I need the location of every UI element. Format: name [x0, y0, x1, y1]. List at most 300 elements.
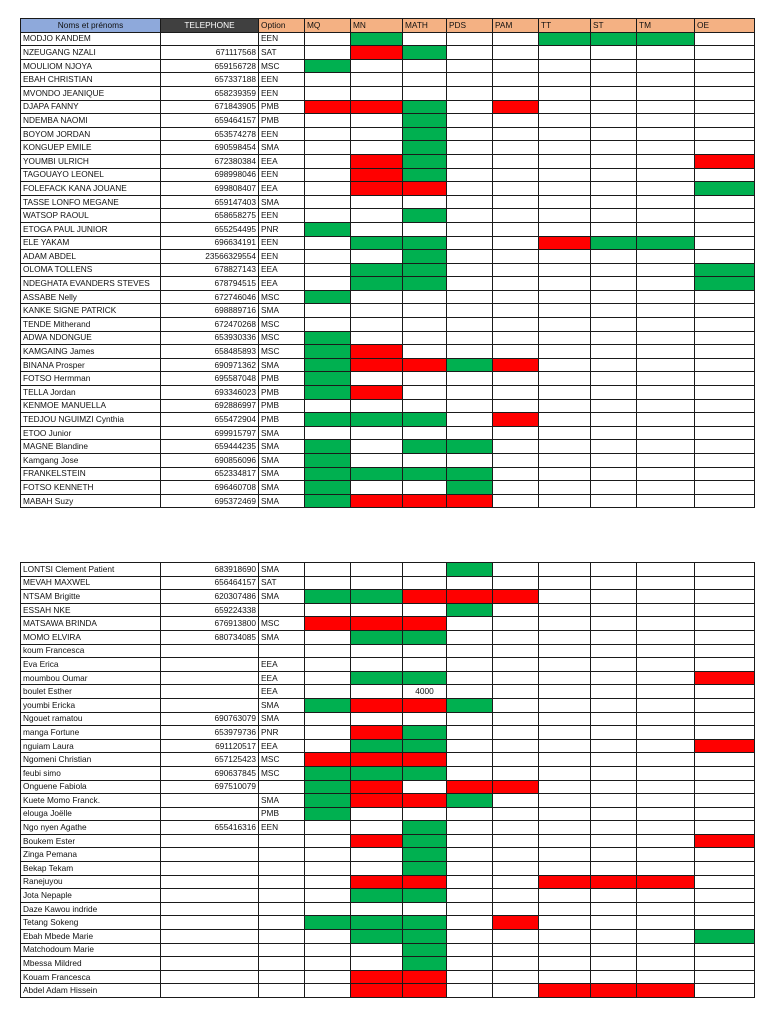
header-row [21, 19, 755, 33]
status-cell [637, 957, 695, 971]
status-cell [637, 331, 695, 345]
status-cell [539, 671, 591, 685]
option-cell: MSC [259, 345, 305, 359]
student-row [21, 481, 755, 495]
student-name-cell: koum Francesca [21, 644, 161, 658]
status-cell [695, 154, 755, 168]
phone-cell: 692886997 [161, 399, 259, 413]
option-cell: EEN [259, 250, 305, 264]
status-cell [447, 766, 493, 780]
status-cell [539, 617, 591, 631]
student-row [21, 807, 755, 821]
status-cell [637, 644, 695, 658]
status-cell [591, 141, 637, 155]
phone-cell: 697510079 [161, 780, 259, 794]
status-cell [539, 862, 591, 876]
option-cell: SMA [259, 590, 305, 604]
status-cell [447, 46, 493, 60]
phone-cell: 658485893 [161, 345, 259, 359]
status-cell [695, 698, 755, 712]
status-cell [403, 481, 447, 495]
option-cell [259, 834, 305, 848]
status-cell [351, 318, 403, 332]
status-cell [591, 250, 637, 264]
status-cell [695, 345, 755, 359]
status-cell [695, 712, 755, 726]
status-cell [637, 630, 695, 644]
status-cell [351, 413, 403, 427]
status-cell [403, 32, 447, 46]
status-cell [351, 780, 403, 794]
status-cell [351, 372, 403, 386]
phone-cell: 696634191 [161, 236, 259, 250]
status-cell [637, 304, 695, 318]
status-cell [637, 386, 695, 400]
status-cell [305, 195, 351, 209]
phone-cell [161, 32, 259, 46]
phone-cell: 658658275 [161, 209, 259, 223]
status-cell [305, 59, 351, 73]
status-cell [493, 862, 539, 876]
status-cell [695, 807, 755, 821]
phone-cell: 657125423 [161, 753, 259, 767]
status-cell [591, 753, 637, 767]
option-cell: MSC [259, 753, 305, 767]
status-cell [403, 590, 447, 604]
student-row [21, 413, 755, 427]
student-name-cell: Bekap Tekam [21, 862, 161, 876]
status-cell [637, 454, 695, 468]
student-row [21, 358, 755, 372]
status-cell [403, 127, 447, 141]
status-cell [403, 671, 447, 685]
status-cell [493, 848, 539, 862]
status-cell [305, 372, 351, 386]
option-cell: EEN [259, 32, 305, 46]
status-cell [403, 304, 447, 318]
status-cell [403, 114, 447, 128]
phone-cell: 652334817 [161, 467, 259, 481]
status-cell [591, 426, 637, 440]
status-cell [305, 821, 351, 835]
student-name-cell: Ranejuyou [21, 875, 161, 889]
student-name-cell: Ebah Mbede Marie [21, 930, 161, 944]
status-cell [637, 875, 695, 889]
status-cell [695, 386, 755, 400]
status-cell [493, 46, 539, 60]
option-cell: PMB [259, 100, 305, 114]
status-cell [637, 494, 695, 508]
status-cell [403, 46, 447, 60]
option-cell: MSC [259, 617, 305, 631]
status-cell [539, 590, 591, 604]
status-cell [591, 916, 637, 930]
status-cell [351, 236, 403, 250]
status-cell [403, 236, 447, 250]
phone-cell: 698889716 [161, 304, 259, 318]
status-cell [637, 848, 695, 862]
student-name-cell: KONGUEP EMILE [21, 141, 161, 155]
status-cell [493, 970, 539, 984]
phone-cell [161, 943, 259, 957]
status-cell [493, 834, 539, 848]
status-cell [351, 617, 403, 631]
status-cell [351, 753, 403, 767]
status-cell [695, 413, 755, 427]
status-cell [351, 630, 403, 644]
status-cell [591, 930, 637, 944]
status-cell [637, 753, 695, 767]
status-cell [695, 563, 755, 577]
status-cell [305, 766, 351, 780]
status-cell [695, 726, 755, 740]
option-cell: PMB [259, 372, 305, 386]
student-name-cell: KENMOE MANUELLA [21, 399, 161, 413]
student-name-cell: youmbi Ericka [21, 698, 161, 712]
status-cell [591, 590, 637, 604]
status-cell [637, 862, 695, 876]
status-cell [493, 318, 539, 332]
status-cell [539, 467, 591, 481]
status-cell [403, 780, 447, 794]
phone-cell [161, 658, 259, 672]
status-cell [305, 236, 351, 250]
student-row [21, 780, 755, 794]
student-name-cell: TAGOUAYO LEONEL [21, 168, 161, 182]
student-row [21, 970, 755, 984]
status-cell [305, 277, 351, 291]
status-cell [591, 236, 637, 250]
status-cell [591, 59, 637, 73]
status-cell [305, 685, 351, 699]
status-cell [305, 86, 351, 100]
status-cell [305, 875, 351, 889]
status-cell [695, 209, 755, 223]
phone-cell: 683918690 [161, 563, 259, 577]
status-cell [539, 902, 591, 916]
phone-cell [161, 698, 259, 712]
status-cell [351, 345, 403, 359]
status-cell [493, 358, 539, 372]
status-cell [447, 848, 493, 862]
status-cell [447, 209, 493, 223]
student-row [21, 902, 755, 916]
status-cell [447, 930, 493, 944]
status-cell [351, 698, 403, 712]
status-cell [305, 889, 351, 903]
status-cell [493, 290, 539, 304]
option-cell: SAT [259, 576, 305, 590]
student-name-cell: Abdel Adam Hissein [21, 984, 161, 998]
header-cell: PAM [493, 19, 539, 33]
status-cell [305, 290, 351, 304]
student-name-cell: YOUMBI ULRICH [21, 154, 161, 168]
status-cell [493, 127, 539, 141]
status-cell [351, 658, 403, 672]
phone-cell [161, 902, 259, 916]
status-cell [305, 834, 351, 848]
status-cell [305, 902, 351, 916]
status-cell [351, 127, 403, 141]
status-cell [637, 467, 695, 481]
status-cell [591, 440, 637, 454]
status-cell [637, 358, 695, 372]
status-cell [447, 277, 493, 291]
status-cell [539, 957, 591, 971]
status-cell [493, 698, 539, 712]
option-cell: EEA [259, 739, 305, 753]
student-name-cell: Kamgang Jose [21, 454, 161, 468]
status-cell [539, 603, 591, 617]
status-cell [305, 957, 351, 971]
status-cell [637, 209, 695, 223]
status-cell [305, 494, 351, 508]
status-cell [591, 182, 637, 196]
phone-cell: 693346023 [161, 386, 259, 400]
student-row [21, 236, 755, 250]
status-cell [493, 930, 539, 944]
status-cell [447, 902, 493, 916]
student-row [21, 671, 755, 685]
status-cell [591, 386, 637, 400]
status-cell [351, 875, 403, 889]
status-cell [591, 943, 637, 957]
status-cell [447, 970, 493, 984]
status-cell [539, 916, 591, 930]
status-cell [493, 440, 539, 454]
status-cell [403, 331, 447, 345]
status-cell [637, 277, 695, 291]
status-cell [447, 563, 493, 577]
status-cell [695, 984, 755, 998]
option-cell [259, 957, 305, 971]
status-cell [539, 780, 591, 794]
option-cell [259, 943, 305, 957]
status-cell [351, 739, 403, 753]
phone-cell: 690971362 [161, 358, 259, 372]
status-cell [493, 739, 539, 753]
status-cell [539, 182, 591, 196]
status-cell [695, 358, 755, 372]
status-cell [351, 848, 403, 862]
student-name-cell: Kouam Francesca [21, 970, 161, 984]
status-cell [403, 807, 447, 821]
status-cell [305, 413, 351, 427]
status-cell [447, 794, 493, 808]
status-cell [695, 862, 755, 876]
status-cell [447, 250, 493, 264]
option-cell: SMA [259, 630, 305, 644]
status-cell [591, 834, 637, 848]
status-cell [637, 399, 695, 413]
status-cell [403, 413, 447, 427]
status-cell [403, 209, 447, 223]
option-cell: SMA [259, 454, 305, 468]
status-cell [351, 59, 403, 73]
student-row [21, 862, 755, 876]
status-cell [351, 712, 403, 726]
option-cell: PNR [259, 222, 305, 236]
status-cell [539, 114, 591, 128]
status-cell [351, 807, 403, 821]
status-cell [447, 168, 493, 182]
option-cell: PNR [259, 726, 305, 740]
status-cell [695, 304, 755, 318]
status-cell [447, 263, 493, 277]
option-cell: SMA [259, 141, 305, 155]
status-cell [351, 957, 403, 971]
status-cell [539, 222, 591, 236]
status-cell [403, 753, 447, 767]
phone-cell: 23566329554 [161, 250, 259, 264]
student-row [21, 250, 755, 264]
status-cell [493, 263, 539, 277]
status-cell [591, 32, 637, 46]
status-cell [403, 141, 447, 155]
student-row [21, 46, 755, 60]
status-cell [447, 576, 493, 590]
header-cell: OE [695, 19, 755, 33]
option-cell: SMA [259, 712, 305, 726]
student-row [21, 889, 755, 903]
student-row [21, 426, 755, 440]
status-cell [351, 331, 403, 345]
option-cell: MSC [259, 318, 305, 332]
status-cell [305, 671, 351, 685]
status-cell [403, 454, 447, 468]
student-row [21, 114, 755, 128]
status-cell [351, 970, 403, 984]
status-cell [493, 250, 539, 264]
status-cell [403, 467, 447, 481]
status-cell [539, 331, 591, 345]
student-row [21, 930, 755, 944]
student-row [21, 86, 755, 100]
status-cell [695, 73, 755, 87]
status-cell [637, 426, 695, 440]
header-cell: ST [591, 19, 637, 33]
student-row [21, 644, 755, 658]
phone-cell [161, 970, 259, 984]
student-row [21, 494, 755, 508]
phone-cell [161, 957, 259, 971]
student-row [21, 726, 755, 740]
status-cell [493, 780, 539, 794]
status-cell [403, 222, 447, 236]
status-cell [591, 902, 637, 916]
status-cell [447, 712, 493, 726]
status-cell [695, 127, 755, 141]
status-cell [351, 358, 403, 372]
status-cell [637, 821, 695, 835]
student-name-cell: TELLA Jordan [21, 386, 161, 400]
student-row [21, 753, 755, 767]
status-cell [591, 413, 637, 427]
student-name-cell: ETOO Junior [21, 426, 161, 440]
status-cell [403, 984, 447, 998]
student-name-cell: ESSAH NKE [21, 603, 161, 617]
status-cell [591, 195, 637, 209]
status-cell [539, 263, 591, 277]
status-cell [403, 766, 447, 780]
student-name-cell: Onguene Fabiola [21, 780, 161, 794]
phone-cell: 695587048 [161, 372, 259, 386]
status-cell [591, 318, 637, 332]
phone-cell: 672746046 [161, 290, 259, 304]
status-cell [637, 617, 695, 631]
status-cell [403, 630, 447, 644]
status-cell [403, 195, 447, 209]
student-name-cell: ELE YAKAM [21, 236, 161, 250]
status-cell [447, 984, 493, 998]
student-name-cell: Daze Kawou indride [21, 902, 161, 916]
student-row [21, 617, 755, 631]
status-cell [591, 862, 637, 876]
phone-cell: 671843905 [161, 100, 259, 114]
status-cell [591, 671, 637, 685]
student-name-cell: BOYOM JORDAN [21, 127, 161, 141]
status-cell [305, 590, 351, 604]
student-name-cell: NTSAM Brigitte [21, 590, 161, 604]
phone-cell: 653574278 [161, 127, 259, 141]
status-cell [637, 250, 695, 264]
status-cell [493, 685, 539, 699]
status-cell [637, 943, 695, 957]
status-cell [539, 630, 591, 644]
status-cell [447, 753, 493, 767]
header-cell: MATH [403, 19, 447, 33]
status-cell [403, 902, 447, 916]
status-cell [447, 32, 493, 46]
student-row [21, 794, 755, 808]
status-cell [305, 726, 351, 740]
status-cell [539, 154, 591, 168]
status-cell [539, 413, 591, 427]
student-name-cell: moumbou Oumar [21, 671, 161, 685]
status-cell [695, 372, 755, 386]
student-row [21, 345, 755, 359]
status-cell [403, 318, 447, 332]
status-cell [493, 807, 539, 821]
student-name-cell: MOMO ELVIRA [21, 630, 161, 644]
status-cell [695, 821, 755, 835]
status-cell [695, 766, 755, 780]
phone-cell: 699808407 [161, 182, 259, 196]
status-cell [695, 399, 755, 413]
status-cell [493, 154, 539, 168]
student-name-cell: WATSOP RAOUL [21, 209, 161, 223]
option-cell [259, 889, 305, 903]
status-cell [351, 563, 403, 577]
student-row [21, 916, 755, 930]
status-cell [351, 86, 403, 100]
status-cell [305, 127, 351, 141]
status-cell [637, 794, 695, 808]
student-row [21, 766, 755, 780]
status-cell [695, 182, 755, 196]
status-cell [305, 780, 351, 794]
status-cell [305, 100, 351, 114]
option-cell [259, 930, 305, 944]
phone-cell [161, 875, 259, 889]
status-cell [447, 834, 493, 848]
status-cell [591, 481, 637, 495]
option-cell: SMA [259, 494, 305, 508]
status-cell [591, 617, 637, 631]
student-name-cell: NZEUGANG NZALI [21, 46, 161, 60]
student-row [21, 372, 755, 386]
phone-cell: 658239359 [161, 86, 259, 100]
